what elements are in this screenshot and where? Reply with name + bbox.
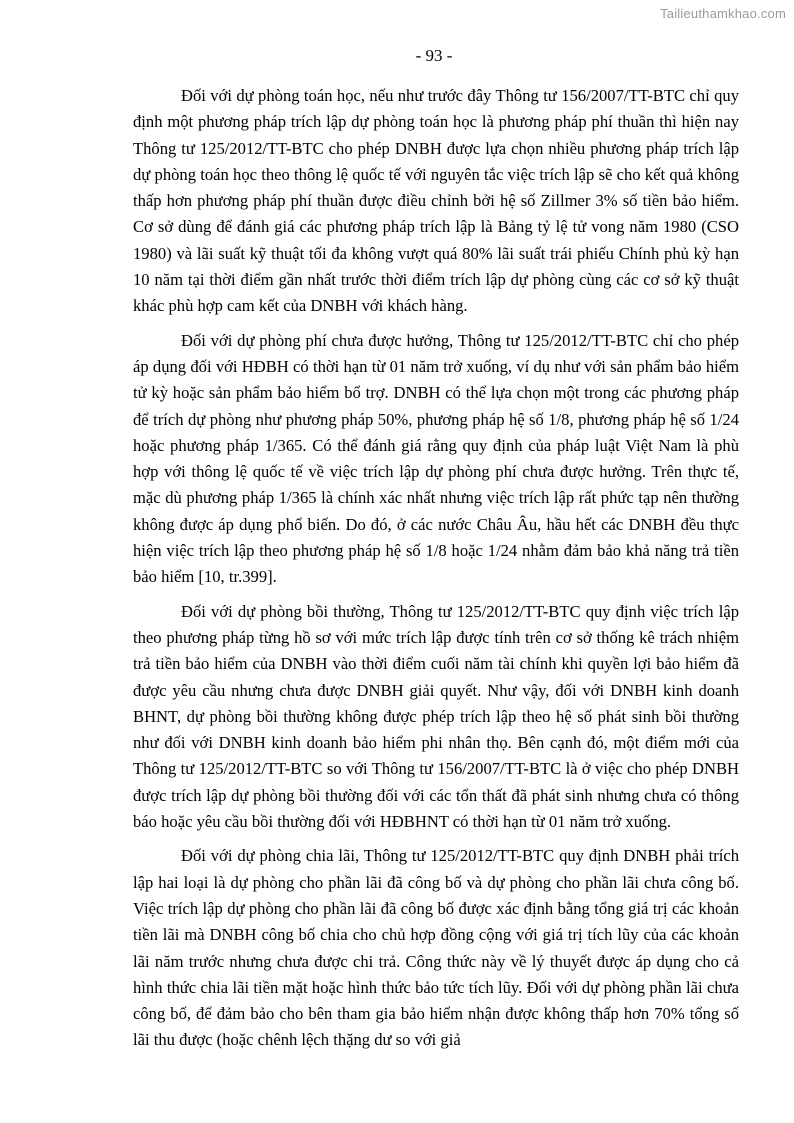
watermark-text: Tailieuthamkhao.com (660, 6, 786, 21)
paragraph-mathematical-reserve: Đối với dự phòng toán học, nếu như trước đây Thông tư 156/2007/TT-BTC chỉ quy định một phương pháp trích lập dự phòng toán học là phương pháp phí thuần thì hiện nay Thông tư 125/2012/TT-BTC cho phép DNBH được lựa chọn nhiều phương pháp trích lập dự phòng toán học theo thông lệ quốc tế với nguyên tắc việc trích lập sẽ cho kết quả không thấp hơn phương pháp phí thuần được điều chỉnh bởi hệ số Zillmer 3% số tiền bảo hiểm. Cơ sở dùng để đánh giá các phương pháp trích lập là Bảng tỷ lệ tử vong năm 1980 (CSO 1980) và lãi suất kỹ thuật tối đa không vượt quá 80% lãi suất trái phiếu Chính phủ kỳ hạn 10 năm tại thời điểm gần nhất trước thời điểm trích lập dự phòng cùng các cơ sở kỹ thuật khác phù hợp cam kết của DNBH với khách hàng. (133, 86, 739, 316)
paragraph-claims-reserve: Đối với dự phòng bồi thường, Thông tư 125/2012/TT-BTC quy định việc trích lập theo phương pháp từng hồ sơ với mức trích lập được tính trên cơ sở thống kê trách nhiệm trả tiền bảo hiểm của DNBH vào thời điểm cuối năm tài chính khi quyền lợi bảo hiểm đã được yêu cầu nhưng chưa được DNBH giải quyết. Như vậy, đối với DNBH kinh doanh BHNT, dự phòng bồi thường không được phép trích lập theo hệ số phát sinh bồi thường như đối với DNBH kinh doanh bảo hiểm phi nhân thọ. Bên cạnh đó, một điểm mới của Thông tư 125/2012/TT-BTC so với Thông tư 156/2007/TT-BTC là ở việc cho phép DNBH được trích lập dự phòng bồi thường đối với các tổn thất đã phát sinh nhưng chưa có thông báo hoặc yêu cầu bồi thường đối với HĐBHNT có thời hạn từ 01 năm trở xuống. (133, 601, 739, 832)
paragraph-profit-sharing-reserve: Đối với dự phòng chia lãi, Thông tư 125/2012/TT-BTC quy định DNBH phải trích lập hai loại là dự phòng cho phần lãi đã công bố và dự phòng cho phần lãi chưa công bố. Việc trích lập dự phòng cho phần lãi đã công bố được xác định bằng tổng giá trị các khoản tiền lãi mà DNBH công bố chia cho chủ hợp đồng cộng với giá trị tích lũy của các khoản lãi năm trước nhưng chưa được chi trả. Công thức này về lý thuyết được áp dụng cho cả hình thức chia lãi tiền mặt hoặc hình thức bảo tức tích lũy. Đối với dự phòng phần lãi chưa công bố, để đảm bảo cho bên tham gia bảo hiểm nhận được không thấp hơn 70% tổng số lãi thu được (hoặc chênh lệch thặng dư so với giả (133, 846, 739, 1050)
paragraph-unearned-premium-reserve: Đối với dự phòng phí chưa được hưởng, Thông tư 125/2012/TT-BTC chỉ cho phép áp dụng đối với HĐBH có thời hạn từ 01 năm trở xuống, ví dụ như với sản phẩm bảo hiểm tử kỳ hoặc sản phẩm bảo hiểm bổ trợ. DNBH có thể lựa chọn một trong các phương pháp để trích dự phòng như phương pháp 50%, phương pháp hệ số 1/8, phương pháp hệ số 1/24 hoặc phương pháp 1/365. Có thể đánh giá rằng quy định của pháp luật Việt Nam là phù hợp với thông lệ quốc tế về việc trích lập dự phòng phí chưa được hưởng. Trên thực tế, mặc dù phương pháp 1/365 là chính xác nhất nhưng việc trích lập rất phức tạp nên thường không được áp dụng phổ biến. Do đó, ở các nước Châu Âu, hầu hết các DNBH đều thực hiện việc trích lập theo phương pháp hệ số 1/8 hoặc 1/24 nhằm đảm bảo khả năng trả tiền bảo hiểm [10, tr.399]. (133, 330, 739, 587)
page-number: - 93 - (415, 46, 453, 65)
document-body (133, 83, 739, 1062)
